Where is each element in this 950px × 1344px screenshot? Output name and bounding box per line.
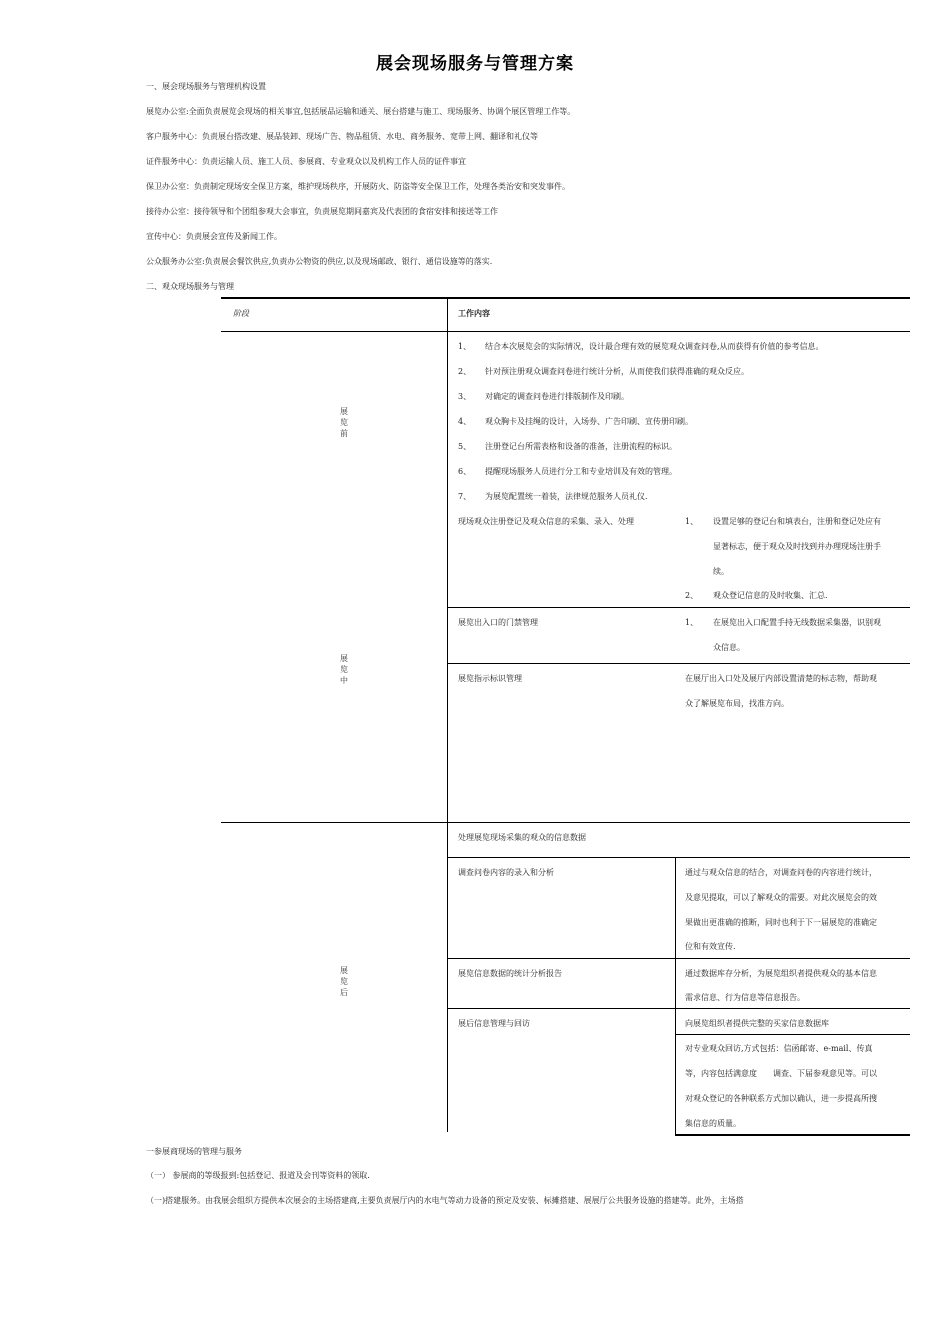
- table-rule: [675, 1134, 910, 1136]
- register-label: 现场观众注册登记及观众信息的采集、录入、处理: [458, 517, 634, 526]
- list-number: 1、: [458, 342, 472, 351]
- sign-detail: 众了解展览布局，找准方向。: [685, 699, 789, 708]
- header-content: 工作内容: [458, 309, 490, 318]
- register-detail: 显著标志，便于观众及时找到并办理现场注册手: [713, 542, 881, 551]
- list-number: 7、: [458, 492, 472, 501]
- table-rule: [447, 297, 448, 1132]
- table-rule: [448, 958, 910, 959]
- table-rule: [221, 822, 910, 823]
- header-stage: 阶段: [233, 309, 249, 318]
- table-rule: [221, 331, 910, 332]
- survey-label: 调查问卷内容的录入和分析: [458, 868, 554, 877]
- process-label: 处理展览现场采集的观众的信息数据: [458, 833, 586, 842]
- list-item: 注册登记台所需表格和设备的准备，注册流程的标识。: [485, 442, 677, 451]
- table-rule: [448, 607, 910, 608]
- list-item: 观众胸卡及挂绳的设计，入场券、广告印刷、宣传册印刷。: [485, 417, 693, 426]
- access-label: 展览出入口的门禁管理: [458, 618, 538, 627]
- list-number: 2、: [458, 367, 472, 376]
- register-detail: 观众登记信息的及时收集、汇总.: [713, 591, 828, 600]
- stage-after: 展览后: [340, 966, 348, 997]
- sign-label: 展览指示标识管理: [458, 674, 522, 683]
- table-rule: [675, 857, 676, 1135]
- followup-detail: 对观众登记的各种联系方式加以确认，进一步提高所搜: [685, 1094, 877, 1103]
- stat-detail: 通过数据库存分析，为展览组织者提供观众的基本信息: [685, 969, 877, 978]
- list-number: 5、: [458, 442, 472, 451]
- body-paragraph: 证件服务中心：负责运输人员、施工人员、参展商、专业观众以及机构工作人员的证件事宜: [146, 157, 466, 166]
- followup-detail: 对专业观众回访,方式包括：信函邮寄、e-mail、传真: [685, 1044, 873, 1053]
- stage-during: 展览中: [340, 654, 348, 685]
- stage-before: 展览前: [340, 407, 348, 438]
- stat-label: 展览信息数据的统计分析报告: [458, 969, 562, 978]
- list-number: 6、: [458, 467, 472, 476]
- followup-label: 展后信息管理与回访: [458, 1019, 530, 1028]
- section-heading-3: 一参展商现场的管理与服务: [146, 1147, 242, 1156]
- access-detail: 在展览出入口配置手持无线数据采集器，识别观: [713, 618, 881, 627]
- followup-detail: 集信息的质量。: [685, 1119, 741, 1128]
- body-paragraph: 保卫办公室：负责制定现场安全保卫方案，维护现场秩序，开展防火、防盗等安全保卫工作，处理各类治安和突发事件。: [146, 182, 570, 191]
- list-item: 针对预注册观众调查问卷进行统计分析，从而使我们获得准确的观众反应。: [485, 367, 749, 376]
- survey-detail: 果做出更准确的推断，同时也利于下一届展览的准确定: [685, 918, 877, 927]
- list-number: 1、: [685, 618, 699, 627]
- list-item: 为展览配置统一着装，法律规范服务人员礼仪.: [485, 492, 648, 501]
- followup-detail: 等，内容包括满意度 调查、下届参观意见等。可以: [685, 1069, 877, 1078]
- survey-detail: 位和有效宣传.: [685, 942, 736, 951]
- table-rule: [448, 857, 910, 858]
- followup-db: 向展览组织者提供完整的买家信息数据库: [685, 1019, 829, 1028]
- survey-detail: 及意见提取，可以了解观众的需要。对此次展览会的效: [685, 893, 877, 902]
- body-paragraph: 公众服务办公室:负责展会餐饮供应,负责办公物资的供应,以及现场邮政、银行、通信设施等的落实.: [146, 257, 493, 266]
- list-number: 1、: [685, 517, 699, 526]
- table-rule: [675, 1034, 910, 1035]
- page-title: 展会现场服务与管理方案: [376, 54, 574, 74]
- body-paragraph: 展览办公室:全面负责展览会现场的相关事宜,包括展品运输和通关、展台搭建与施工、现场服务、协调个展区管理工作等。: [146, 107, 576, 116]
- sign-detail: 在展厅出入口处及展厅内部设置清楚的标志物，帮助观: [685, 674, 877, 683]
- section-heading-1: 一、展会现场服务与管理机构设置: [146, 82, 266, 91]
- body-paragraph: 宣传中心：负责展会宣传及新闻工作。: [146, 232, 282, 241]
- table-rule: [448, 1008, 910, 1009]
- body-paragraph: 接待办公室：接待领导和个团组参观大会事宜，负责展览期间嘉宾及代表团的食宿安排和接送等工作: [146, 207, 498, 216]
- section-heading-2: 二、观众现场服务与管理: [146, 282, 234, 291]
- survey-detail: 通过与观众信息的结合，对调查问卷的内容进行统计，: [685, 868, 877, 877]
- body-paragraph: 客户服务中心：负责展台搭改建、展品装卸、现场广告、物品租赁、水电、商务服务、宽带上网、翻译和礼仪等: [146, 132, 538, 141]
- body-paragraph: （一)搭建服务。由我展会组织方提供本次展会的主场搭建商,主要负责展厅内的水电气等动力设备的预定及安装、标摊搭建、展展厅公共服务设施的搭建等。此外，主场搭: [146, 1196, 744, 1205]
- table-rule: [448, 663, 910, 664]
- list-number: 3、: [458, 392, 472, 401]
- register-detail: 续。: [713, 567, 729, 576]
- table-rule: [221, 297, 910, 299]
- list-number: 2、: [685, 591, 699, 600]
- list-item: 提醒现场服务人员进行分工和专业培训及有效的管理。: [485, 467, 677, 476]
- register-detail: 设置足够的登记台和填表台，注册和登记处应有: [713, 517, 881, 526]
- body-paragraph: （一） 参展商的等级报到:包括登记、报道及会刊等资料的领取.: [146, 1171, 370, 1180]
- list-number: 4、: [458, 417, 472, 426]
- stat-detail: 需求信息、行为信息等信息报告。: [685, 993, 805, 1002]
- list-item: 结合本次展览会的实际情况，设计最合理有效的展览观众调查问卷,从而获得有价值的参考信息。: [485, 342, 824, 351]
- list-item: 对确定的调查问卷进行排版制作及印刷。: [485, 392, 629, 401]
- access-detail: 众信息。: [713, 643, 745, 652]
